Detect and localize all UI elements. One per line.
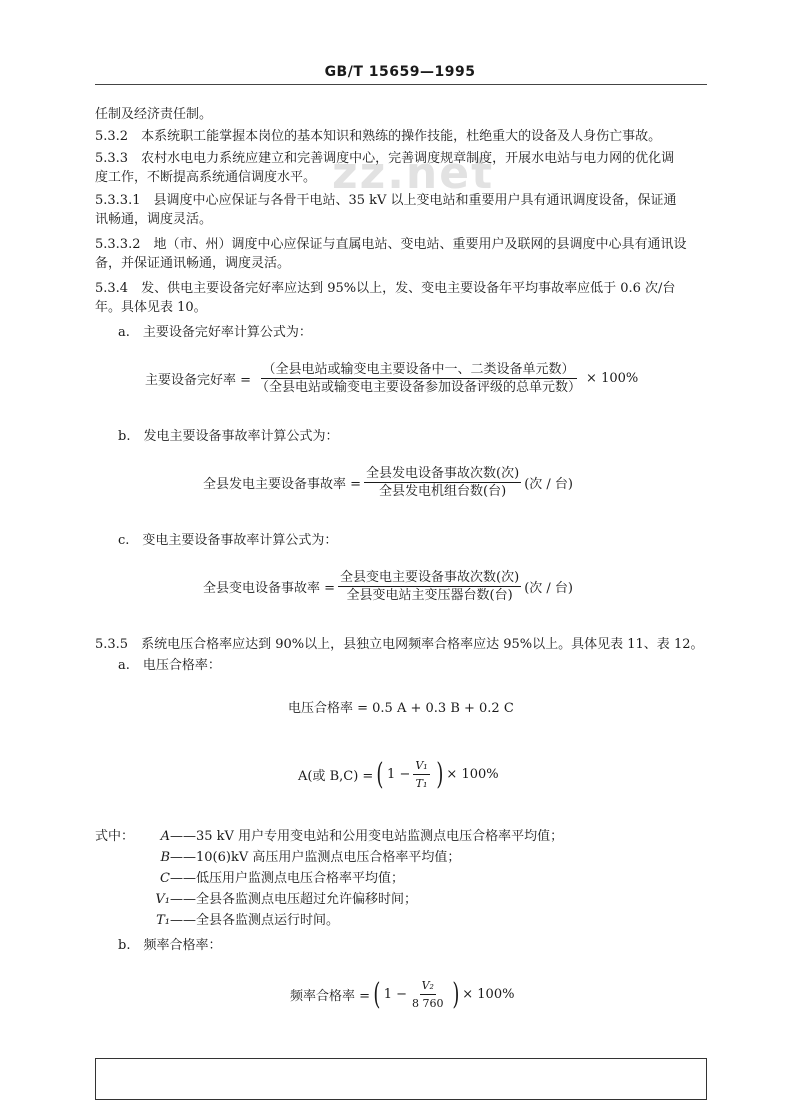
clause-5-3-3-line1: 5.3.3 农村水电电力系统应建立和完善调度中心，完善调度规章制度，开展水电站与电力网的优化调	[95, 151, 675, 166]
formula-numerator: 全县变电主要设备事故次数(次)	[340, 570, 520, 585]
formula-lhs: A(或 B,C) =	[298, 769, 374, 784]
formula-lhs: 全县发电主要设备事故率 =	[203, 477, 362, 492]
formula-frequency-qualification	[290, 978, 514, 1011]
formula-one-minus: 1 −	[387, 767, 411, 782]
legend-term: C	[160, 871, 170, 886]
legend-desc: ——全县各监测点运行时间。	[170, 913, 340, 928]
legend-item-t1	[120, 909, 339, 928]
footer-frame	[95, 1058, 707, 1100]
formula-rhs: (次 / 台)	[524, 477, 573, 492]
paragraph-continuation: 任制及经济责任制。	[95, 107, 213, 122]
formula-denominator: T₁	[415, 777, 428, 790]
formula-abc-qualification	[298, 758, 499, 791]
legend-term: T₁	[156, 913, 170, 928]
formula-numerator: V₁	[413, 758, 429, 775]
formula-fraction	[364, 466, 521, 499]
formula-denominator: 全县发电机组台数(台)	[379, 484, 507, 499]
formula-lhs: 主要设备完好率 =	[145, 373, 252, 388]
formula-one-minus: 1 −	[383, 987, 408, 1002]
formula-generation-accident-rate	[203, 466, 573, 499]
legend-term: A	[160, 829, 170, 844]
item-a-voltage-label: a. 电压合格率：	[118, 658, 221, 673]
right-paren: )	[436, 756, 444, 792]
formula-numerator: （全县电站或输变电主要设备中一、二类设备单元数）	[262, 362, 575, 377]
legend-item-b	[120, 846, 460, 865]
legend-intro: 式中：	[95, 829, 135, 844]
legend-item-v1	[120, 888, 417, 907]
legend-item-c	[120, 867, 404, 886]
left-paren: (	[376, 756, 384, 792]
right-paren: )	[451, 976, 459, 1012]
formula-rhs: × 100%	[446, 767, 499, 782]
formula-fraction	[338, 570, 521, 603]
formula-lhs: 全县变电设备事故率 =	[203, 581, 336, 596]
header-divider	[95, 84, 707, 85]
legend-term: B	[160, 850, 170, 865]
clause-5-3-2: 5.3.2 本系统职工能掌握本岗位的基本知识和熟练的操作技能，杜绝重大的设备及人身伤亡事故。	[95, 129, 662, 144]
formula-denominator: 8 760	[412, 997, 444, 1010]
formula-denominator: （全县电站或输变电主要设备参加设备评级的总单元数）	[256, 380, 582, 395]
legend-desc: ——低压用户监测点电压合格率平均值；	[170, 871, 405, 886]
clause-5-3-3-2-line1: 5.3.3.2 地（市、州）调度中心应保证与直属电站、变电站、重要用户及联网的县调度中心具有通讯设	[95, 237, 687, 252]
formula-fraction	[254, 362, 583, 395]
formula-equipment-integrity	[145, 362, 638, 395]
formula-rhs: × 100%	[586, 371, 639, 386]
clause-5-3-5: 5.3.5 系统电压合格率应达到 90%以上，县独立电网频率合格率应达 95%以上。具体见表 11、表 12。	[95, 637, 704, 652]
clause-5-3-3-1-line2: 讯畅通，调度灵活。	[95, 212, 213, 227]
clause-5-3-3-line2: 度工作，不断提高系统通信调度水平。	[95, 170, 317, 185]
formula-voltage-qualification: 电压合格率 = 0.5 A + 0.3 B + 0.2 C	[288, 701, 514, 716]
item-b-label: b. 发电主要设备事故率计算公式为：	[118, 429, 339, 444]
clause-5-3-4-line2: 年。具体见表 10。	[95, 300, 207, 315]
formula-denominator: 全县变电站主变压器台数(台)	[346, 588, 513, 603]
clause-5-3-4-line1: 5.3.4 发、供电主要设备完好率应达到 95%以上，发、变电主要设备年平均事故率应低于 0.6 次/台	[95, 281, 676, 296]
formula-rhs: (次 / 台)	[524, 581, 573, 596]
clause-5-3-3-2-line2: 备，并保证通讯畅通，调度灵活。	[95, 256, 291, 271]
item-a-label: a. 主要设备完好率计算公式为：	[118, 325, 312, 340]
legend-desc: ——全县各监测点电压超过允许偏移时间；	[170, 892, 418, 907]
left-paren: (	[373, 976, 381, 1012]
clause-5-3-3-1-line1: 5.3.3.1 县调度中心应保证与各骨干电站、35 kV 以上变电站和重要用户具有通讯调度设备，保证通	[95, 193, 677, 208]
formula-substation-accident-rate	[203, 570, 573, 603]
standard-number-header: GB/T 15659—1995	[324, 64, 476, 80]
legend-desc: ——10(6)kV 高压用户监测点电压合格率平均值；	[170, 850, 461, 865]
formula-rhs: × 100%	[462, 987, 515, 1002]
item-c-label: c. 变电主要设备事故率计算公式为：	[118, 533, 338, 548]
watermark: zz.net	[332, 148, 495, 199]
item-b-frequency-label: b. 频率合格率：	[118, 938, 222, 953]
legend-term: V₁	[155, 892, 170, 907]
formula-numerator: V₂	[420, 978, 436, 995]
formula-fraction	[410, 978, 446, 1011]
formula-fraction	[413, 758, 429, 791]
formula-lhs: 频率合格率 =	[290, 989, 371, 1004]
legend-desc: ——35 kV 用户专用变电站和公用变电站监测点电压合格率平均值；	[170, 829, 564, 844]
legend-item-a	[120, 825, 563, 844]
formula-numerator: 全县发电设备事故次数(次)	[366, 466, 520, 481]
